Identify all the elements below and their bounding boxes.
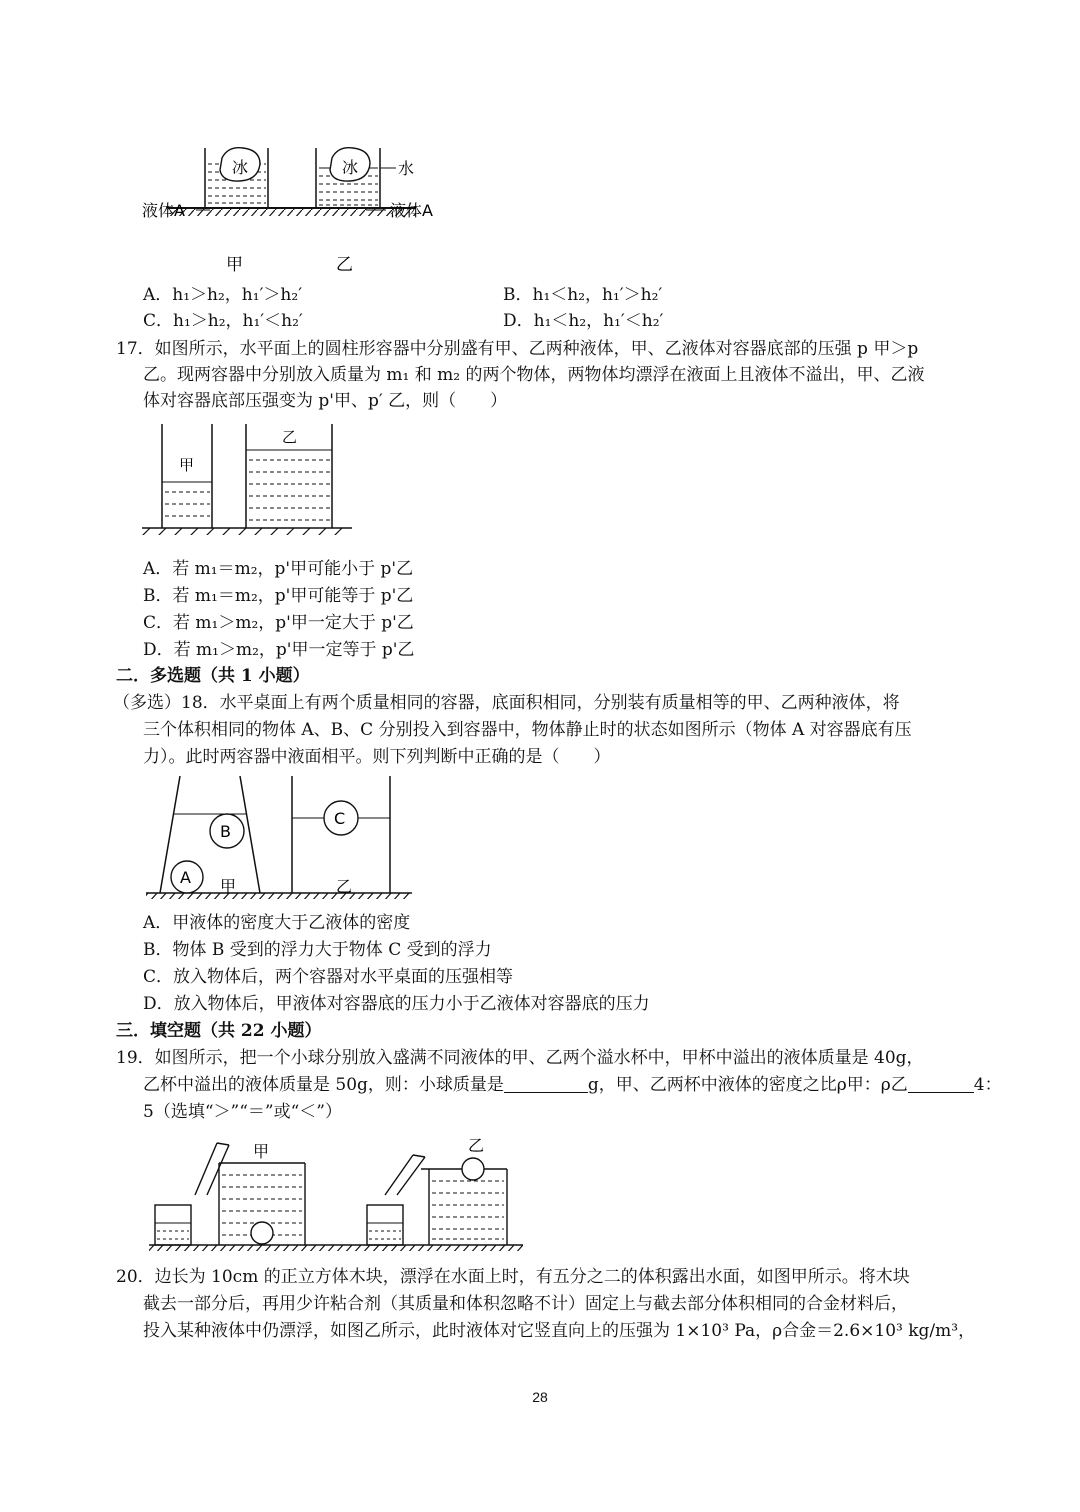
q17-option-b: B．若 m₁＝m₂，p'甲可能等于 p'乙 (143, 586, 414, 606)
cup-jia-label: 甲 (253, 1142, 270, 1161)
q19-line-1: 19．如图所示，把一个小球分别放入盛满不同液体的甲、乙两个溢水杯中，甲杯中溢出的液体质量是 40g， (116, 1048, 924, 1068)
q18-option-c: C．放入物体后，两个容器对水平桌面的压强相等 (143, 967, 514, 987)
q18-line-3: 力）。此时两容器中液面相平。则下列判断中正确的是（ ） (143, 747, 611, 767)
beaker-left (205, 148, 268, 208)
q19-text-a: 乙杯中溢出的液体质量是 50g，则：小球质量是 (143, 1075, 504, 1095)
caption-left: 甲 (226, 255, 243, 275)
q20-line-2: 截去一部分后，再用少许粘合剂（其质量和体积忽略不计）固定上与截去部分体积相同的合金材料后， (143, 1294, 908, 1314)
q16-figure (140, 140, 460, 275)
ball-c-label: C (334, 809, 346, 828)
q19-figure (145, 1135, 530, 1255)
q18-line-1: （多选）18．水平桌面上有两个质量相同的容器，底面积相同，分别装有质量相等的甲、乙两种液体，将 (113, 693, 900, 713)
page-number: 28 (532, 1389, 548, 1405)
q16-option-b: B．h₁＜h₂，h₁′＞h₂′ (503, 285, 663, 305)
q18-option-b: B．物体 B 受到的浮力大于物体 C 受到的浮力 (143, 940, 492, 960)
q18-line-2: 三个体积相同的物体 A、B、C 分别投入到容器中，物体静止时的状态如图所示（物体 A 对容器底有压 (143, 720, 912, 740)
q17-option-d: D．若 m₁＞m₂，p'甲一定等于 p'乙 (143, 640, 415, 660)
q16-option-c: C．h₁＞h₂，h₁′＜h₂′ (143, 311, 303, 331)
water-label: 水 (398, 159, 415, 178)
q18-figure (140, 772, 420, 902)
q18-option-a: A．甲液体的密度大于乙液体的密度 (143, 913, 411, 933)
q16-option-a: A．h₁＞h₂，h₁′＞h₂′ (143, 285, 303, 305)
container-yi (292, 776, 390, 893)
overflow-cup-jia (155, 1143, 305, 1245)
liquid-label-right: 液体A (390, 201, 433, 220)
container-yi-label: 乙 (336, 877, 353, 896)
container-left (162, 424, 212, 528)
section-2-title: 二．多选题（共 1 小题） (116, 666, 310, 686)
answer-blank-mass[interactable] (504, 1074, 588, 1093)
q20-line-3: 投入某种液体中仍漂浮，如图乙所示，此时液体对它竖直向上的压强为 1×10³ Pa，ρ合金＝2.6×10³ kg/m³， (143, 1321, 976, 1341)
q18-option-d: D．放入物体后，甲液体对容器底的压力小于乙液体对容器底的压力 (143, 994, 650, 1014)
q16-option-d: D．h₁＜h₂，h₁′＜h₂′ (503, 311, 664, 331)
q19-text-b: g，甲、乙两杯中液体的密度之比ρ甲：ρ乙 (587, 1075, 908, 1095)
q19-line-2 (143, 1072, 1002, 1098)
ice-label-left: 冰 (232, 158, 249, 177)
q19-line-3: 5（选填“＞”“＝”或“＜”） (143, 1102, 342, 1122)
q17-line-3: 体对容器底部压强变为 p'甲、p′ 乙，则（ ） (143, 391, 508, 411)
ball-b-label: B (220, 822, 231, 841)
container-jia (160, 776, 260, 893)
q17-line-2: 乙。现两容器中分别放入质量为 m₁ 和 m₂ 的两个物体，两物体均漂浮在液面上且液体不溢出，甲、乙液 (143, 365, 925, 385)
q17-figure (140, 420, 370, 535)
q17-option-a: A．若 m₁＝m₂，p'甲可能小于 p'乙 (143, 559, 414, 579)
cup-yi-label: 乙 (468, 1136, 485, 1155)
answer-blank-ratio[interactable] (908, 1074, 974, 1093)
q17-line-1: 17．如图所示，水平面上的圆柱形容器中分别盛有甲、乙两种液体，甲、乙液体对容器底部的压强 p 甲＞p (116, 339, 919, 359)
section-3-title: 三．填空题（共 22 小题） (116, 1021, 322, 1041)
container-jia-label: 甲 (220, 877, 237, 896)
liquid-label-left: 液体A (142, 201, 185, 220)
q20-line-1: 20．边长为 10cm 的正立方体木块，漂浮在水面上时，有五分之二的体积露出水面，如图甲所示。将木块 (116, 1267, 910, 1287)
q19-text-c: 4： (973, 1075, 1002, 1095)
container-left-label: 甲 (179, 456, 195, 474)
container-right-label: 乙 (282, 428, 298, 446)
q17-option-c: C．若 m₁＞m₂，p'甲一定大于 p'乙 (143, 613, 414, 633)
ball-a-label: A (180, 868, 191, 887)
overflow-cup-yi (367, 1155, 507, 1245)
caption-right: 乙 (336, 255, 353, 275)
ice-label-right: 冰 (342, 158, 359, 177)
